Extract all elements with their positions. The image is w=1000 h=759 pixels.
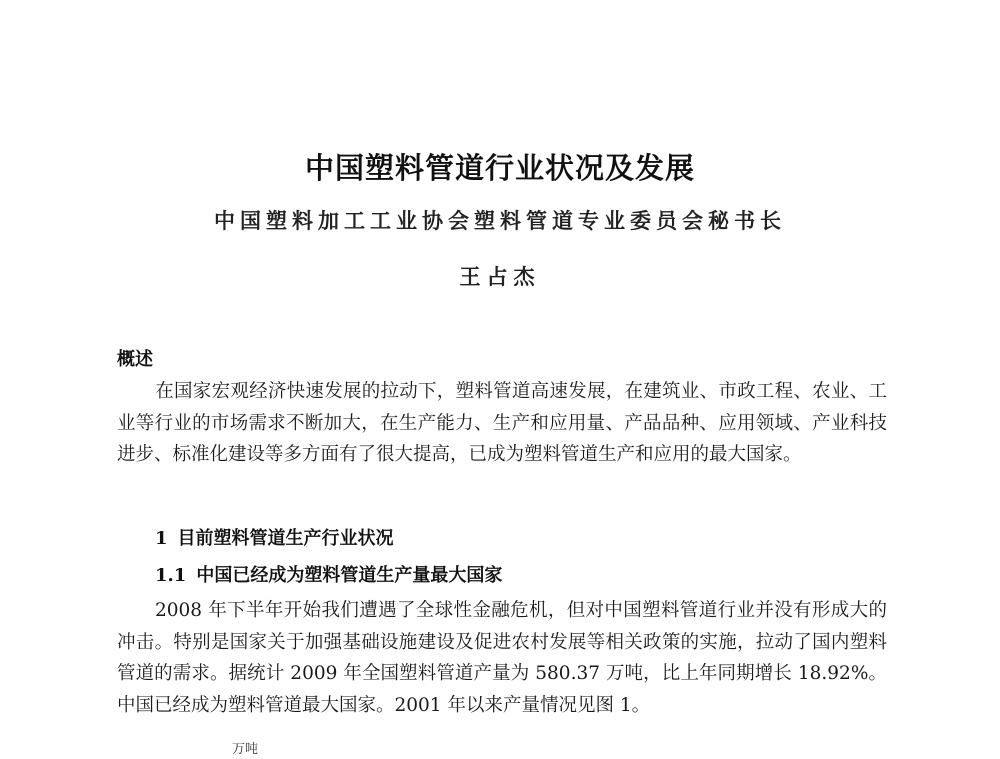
section-1-1-paragraph-text: 2008 年下半年开始我们遭遇了全球性金融危机，但对中国塑料管道行业并没有形成大的冲击。特别是国家关于加强基础设施建设及促进农村发展等相关政策的实施，拉动了国内塑料管道的需求。据统计 2009 年全国塑料管道产量为 580.37 万吨，比上年同期增长 18.92%。中国已经成为塑料管道最大国家。2001 年以来产量情况见图 1。	[117, 600, 887, 716]
section-1-number: 1	[155, 528, 168, 549]
section-1-1-title: 中国已经成为塑料管道生产量最大国家	[196, 565, 503, 586]
overview-paragraph-text: 在国家宏观经济快速发展的拉动下，塑料管道高速发展，在建筑业、市政工程、农业、工业等行业的市场需求不断加大，在生产能力、生产和应用量、产品品种、应用领域、产业科技进步、标准化建设等多方面有了很大提高，已成为塑料管道生产和应用的最大国家。	[117, 381, 887, 465]
page-title: 中国塑料管道行业状况及发展	[304, 151, 695, 185]
overview-paragraph	[117, 376, 887, 471]
section-1-heading	[155, 524, 394, 550]
section-1-1-heading	[155, 561, 502, 587]
author-name: 王占杰	[459, 264, 541, 289]
section-1-title: 目前塑料管道生产行业状况	[177, 528, 394, 549]
overview-heading: 概述	[117, 349, 153, 370]
figure-unit-label: 万吨	[232, 742, 259, 757]
section-1-1-number: 1.1	[155, 565, 187, 586]
author-affiliation: 中国塑料加工工业协会塑料管道专业委员会秘书长	[214, 208, 786, 233]
section-1-1-paragraph	[117, 595, 887, 721]
